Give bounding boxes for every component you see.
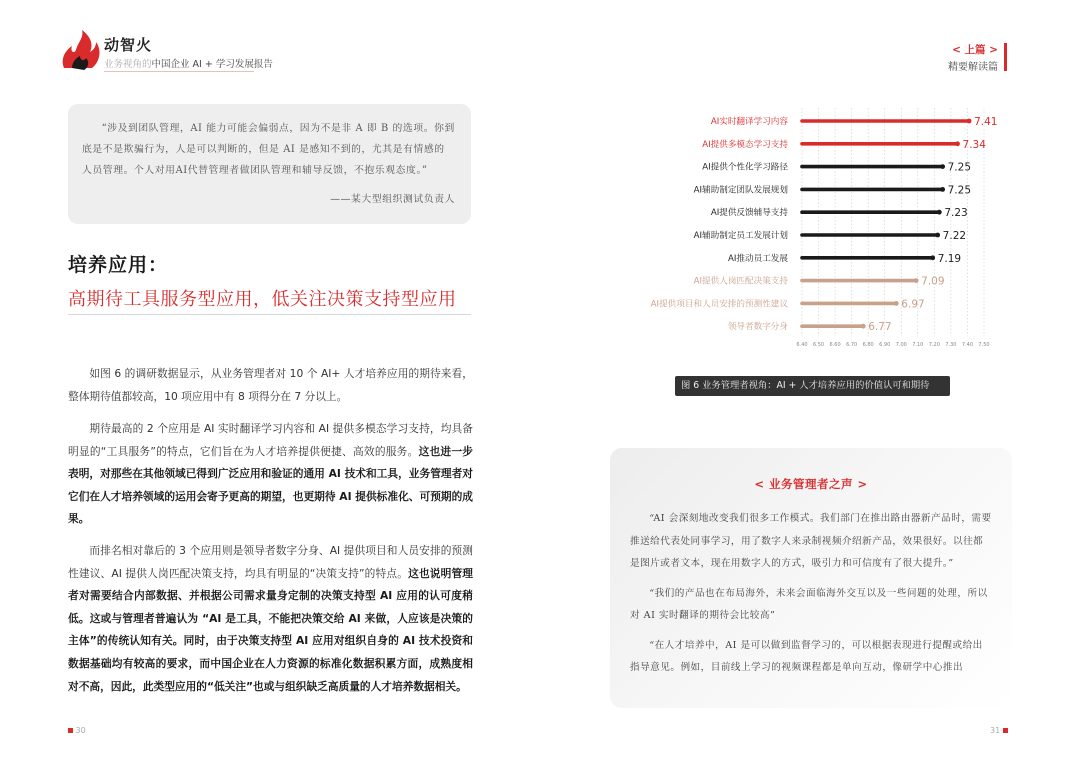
paragraph-3-highlight: 这也说明管理者对需要结合内部数据、并根据公司需求量身定制的决策支持型 AI 应用的认可度稍低。这或与管理者普遍认为 “AI 是工具，不能把决策交给 AI 来做，人应该是决策的主体”的传统认知有关。同时，由于决策支持型 AI 应用对组织自身的 AI 技术投资和数据基础均有较高的要求，而中国企业在人力资源的标准化数据积累方面，成熟度相对不高，因此，此类型应用的“低关注”也或与组织缺乏高质量的人才培养数据相关。 [68, 566, 473, 693]
bar-end-dot [930, 255, 935, 260]
bar-end-dot [940, 187, 945, 192]
bar-end-dot [940, 164, 945, 169]
x-tick-label: 7.10 [912, 342, 924, 349]
x-tick-label: 7.20 [928, 342, 940, 349]
bar-end-dot [894, 301, 899, 306]
bar-end-dot [935, 233, 940, 238]
quote-box [68, 104, 471, 224]
report-title [104, 56, 273, 70]
paragraph-3-lead: 而排名相对靠后的 3 个应用则是领导者数字分身、AI 提供项目和人员安排的预测性建议、AI 提供人岗匹配决策支持，均具有明显的“决策支持”的特点。 [68, 544, 473, 580]
paragraph-3 [68, 540, 473, 698]
page-number-right-text: 31 [990, 726, 1001, 735]
bar-end-dot [937, 210, 942, 215]
value-label: 7.09 [921, 275, 945, 288]
paragraph-1: 如图 6 的调研数据显示，从业务管理者对 10 个 AI+ 人才培养应用的期待来看，整体期待值都较高，10 项应用中有 8 项得分在 7 分以上。 [68, 367, 473, 403]
report-title-prefix: 业务视角的 [104, 59, 152, 70]
heading-divider [68, 314, 471, 315]
category-label: AI提供个性化学习路径 [702, 162, 788, 173]
quote-text: “涉及到团队管理，AI 能力可能会偏弱点，因为不是非 A 即 B 的选项。你到底是不是欺骗行为，人是可以判断的，但是 AI 是感知不到的，尤其是有情感的人员管理。个人对用AI代替管理者做团队管理和辅导反馈，不抱乐观态度。” [82, 123, 455, 176]
value-label: 7.22 [942, 230, 967, 242]
page-number-right [990, 726, 1008, 735]
chart-caption: 图 6 业务管理者视角：AI + 人才培养应用的价值认可和期待 [675, 376, 950, 396]
section-title: < 上篇 > [952, 44, 998, 56]
brand-name: 动智火 [104, 36, 153, 54]
bar-end-dot [914, 278, 919, 283]
x-tick-label: 7.30 [945, 342, 957, 349]
x-tick-label: 7.00 [895, 342, 907, 349]
flame-logo-icon [58, 28, 104, 72]
page-marker-icon [1003, 728, 1008, 733]
quote-source: ——某大型组织测试负责人 [330, 194, 455, 205]
voice-quote-1: “AI 会深刻地改变我们很多工作模式。我们部门在推出路由器新产品时，需要推送给代表处同事学习，用了数字人来录制视频介绍新产品，效果很好。以往都是图片或者文本，现在用数字人的方式，吸引力和可信度有了很大提升。” [630, 513, 992, 569]
section-accent-bar [1004, 43, 1007, 71]
category-label: AI辅助制定员工发展计划 [693, 231, 788, 241]
section-heading: 培养应用： [68, 254, 169, 276]
x-tick-label: 7.50 [978, 342, 990, 349]
x-tick-label: 7.40 [961, 342, 974, 349]
section-subtitle: 精要解读篇 [948, 62, 998, 73]
bar-chart [612, 104, 1012, 358]
bar-end-dot [861, 324, 866, 329]
category-label: AI推动员工发展 [728, 253, 788, 264]
category-label: AI提供反馈辅导支持 [710, 208, 788, 219]
value-label: 7.41 [974, 116, 998, 128]
bar-end-dot [967, 119, 972, 124]
value-label: 7.34 [962, 138, 986, 151]
value-label: 7.19 [937, 252, 962, 265]
x-tick-label: 6.70 [846, 342, 858, 349]
report-title-main: 中国企业 AI + 学习发展报告 [151, 59, 273, 70]
paragraph-2-highlight: 这也进一步表明，对那些在其他领域已得到广泛应用和验证的通用 AI 技术和工具，业务管理者对它们在人才培养领域的运用会寄予更高的期望，也更期待 AI 提供标准化、可预期的成果。 [68, 444, 473, 526]
section-subheading: 高期待工具服务型应用，低关注决策支持型应用 [68, 289, 457, 310]
x-tick-label: 6.50 [812, 342, 825, 349]
x-tick-label: 6.40 [796, 342, 808, 349]
category-label: AI提供人岗匹配决策支持 [693, 276, 788, 287]
value-label: 7.23 [944, 207, 968, 220]
category-label: AI提供多模态学习支持 [702, 139, 788, 150]
x-tick-label: 6.60 [829, 342, 841, 349]
value-label: 7.25 [947, 184, 972, 197]
paragraph-2-lead: 期待最高的 2 个应用是 AI 实时翻译学习内容和 AI 提供多模态学习支持，均具备明显的“工具服务”的特点，它们旨在为人才培养提供便捷、高效的服务。 [68, 422, 473, 458]
category-label: AI提供项目和人员安排的预测性建议 [650, 299, 788, 310]
voice-quote-3: “在人才培养中，AI 是可以做到监督学习的，可以根据表现进行提醒或给出指导意见。例如，目前线上学习的视频课程都是单向互动，像研学中心推出 [630, 639, 983, 673]
page-marker-icon [68, 728, 73, 733]
bar-end-dot [955, 141, 960, 146]
header-divider [104, 71, 254, 72]
page-number-left-text: 30 [75, 726, 86, 735]
category-label: AI实时翻译学习内容 [710, 117, 788, 127]
value-label: 6.97 [901, 298, 925, 311]
paragraph-2 [68, 418, 473, 531]
category-label: 领导者数字分身 [727, 322, 788, 333]
page-number-left [68, 726, 86, 735]
voice-quote-2: “我们的产品也在布局海外，未来会面临海外交互以及一些问题的处理，所以对 AI 实时翻译的期待会比较高” [630, 587, 988, 621]
voice-title: < 业务管理者之声 > [754, 477, 868, 491]
manager-voice-box [610, 448, 1012, 708]
x-tick-label: 6.80 [862, 342, 874, 349]
x-tick-label: 6.90 [879, 342, 891, 349]
category-label: AI辅助制定团队发展规划 [693, 185, 788, 196]
value-label: 7.25 [947, 161, 972, 174]
value-label: 6.77 [868, 321, 892, 334]
